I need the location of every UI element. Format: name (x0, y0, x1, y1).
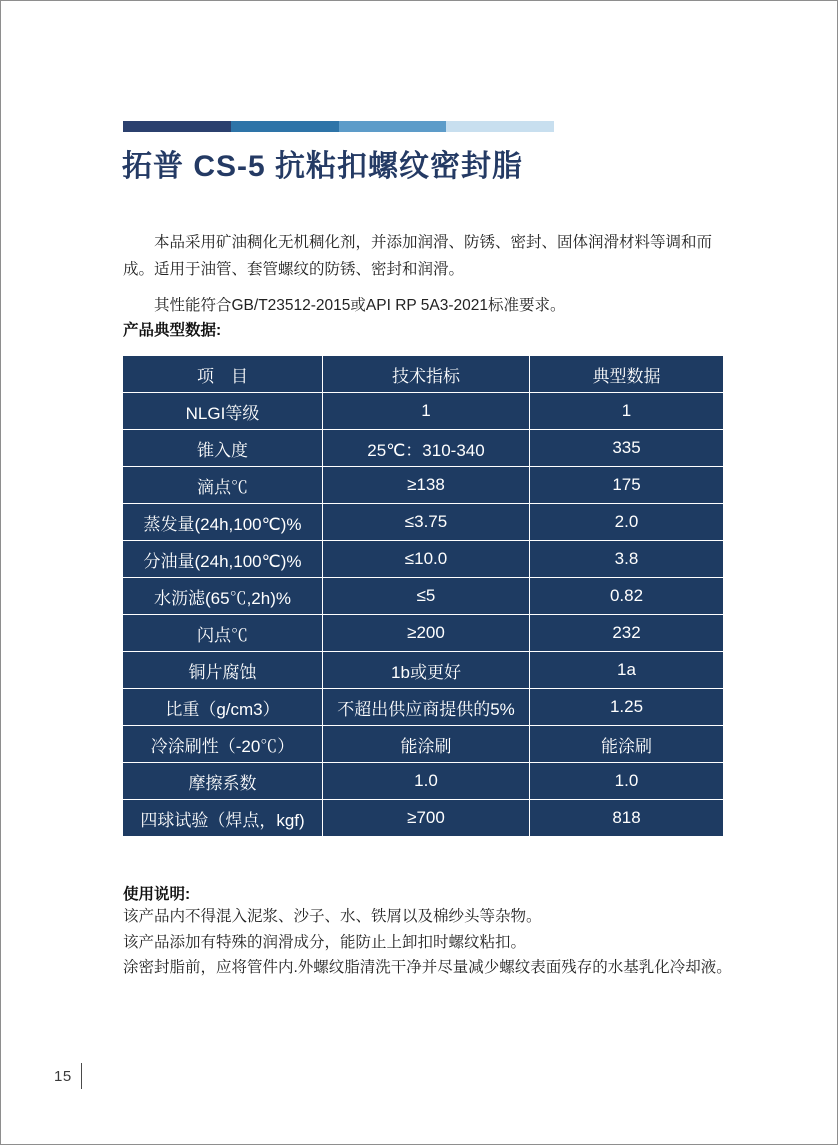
intro-paragraph-2: 其性能符合GB/T23512-2015或API RP 5A3-2021标准要求。 (154, 297, 566, 314)
tech-spec-cell: 1b或更好 (323, 652, 530, 689)
usage-note: 涂密封脂前，应将管件内.外螺纹脂清洗干净并尽量减少螺纹表面残存的水基乳化冷却液。 (123, 959, 732, 976)
spec-item-cell: 摩擦系数 (123, 763, 323, 800)
tech-spec-cell: ≤5 (323, 578, 530, 615)
table-header-row (123, 356, 724, 393)
accent-bar-segment-2 (231, 121, 339, 132)
table-row (123, 467, 724, 504)
table-row (123, 763, 724, 800)
typical-value-cell: 1a (530, 652, 724, 689)
table-row (123, 652, 724, 689)
tech-spec-cell: 25℃：310-340 (323, 430, 530, 467)
tech-spec-cell: ≤10.0 (323, 541, 530, 578)
typical-value-cell: 175 (530, 467, 724, 504)
table-row (123, 578, 724, 615)
tech-spec-cell: ≥200 (323, 615, 530, 652)
intro-paragraph-1: 本品采用矿油稠化无机稠化剂，并添加润滑、防锈、密封、固体润滑材料等调和而成。适用于油管、套管螺纹的防锈、密封和润滑。 (123, 234, 713, 278)
accent-bar-segment-3 (339, 121, 447, 132)
usage-notes (123, 904, 783, 981)
usage-note: 该产品添加有特殊的润滑成分，能防止上卸扣时螺纹粘扣。 (123, 933, 527, 951)
spec-item-cell: 锥入度 (123, 430, 323, 467)
typical-value-cell: 1 (530, 393, 724, 430)
table-row (123, 689, 724, 726)
spec-item-cell: 四球试验（焊点，kgf) (123, 800, 323, 837)
accent-bar-segment-4 (446, 121, 554, 132)
tech-spec-cell: 1.0 (323, 763, 530, 800)
header-accent-bar (123, 121, 554, 132)
accent-bar-segment-1 (123, 121, 231, 132)
tech-spec-cell: 1 (323, 393, 530, 430)
header-cell-item: 项 目 (123, 356, 323, 393)
typical-value-cell: 232 (530, 615, 724, 652)
header-cell-typical-value: 典型数据 (530, 356, 724, 393)
page-footer (54, 1063, 82, 1089)
typical-value-cell: 能涂刷 (530, 726, 724, 763)
page-title: 拓普 CS-5 抗粘扣螺纹密封脂 (122, 150, 524, 183)
usage-label: 使用说明: (123, 886, 191, 903)
spec-item-cell: 滴点℃ (123, 467, 323, 504)
tech-spec-cell: 不超出供应商提供的5% (323, 689, 530, 726)
table-row (123, 615, 724, 652)
spec-item-cell: 分油量(24h,100℃)% (123, 541, 323, 578)
tech-spec-cell: ≤3.75 (323, 504, 530, 541)
header-cell-tech-spec: 技术指标 (323, 356, 530, 393)
tech-spec-cell: ≥700 (323, 800, 530, 837)
typical-value-cell: 2.0 (530, 504, 724, 541)
spec-item-cell: 闪点℃ (123, 615, 323, 652)
table-row (123, 393, 724, 430)
tech-spec-cell: 能涂刷 (323, 726, 530, 763)
typical-data-label: 产品典型数据: (123, 322, 222, 339)
typical-value-cell: 818 (530, 800, 724, 837)
tech-spec-cell: ≥138 (323, 467, 530, 504)
table-row (123, 800, 724, 837)
spec-table (122, 355, 724, 837)
spec-item-cell: 冷涂刷性（-20℃） (123, 726, 323, 763)
table-row (123, 430, 724, 467)
intro-section (123, 229, 735, 328)
table-row (123, 726, 724, 763)
spec-item-cell: NLGI等级 (123, 393, 323, 430)
typical-value-cell: 1.25 (530, 689, 724, 726)
typical-value-cell: 3.8 (530, 541, 724, 578)
table-row (123, 541, 724, 578)
typical-value-cell: 0.82 (530, 578, 724, 615)
spec-item-cell: 水沥滤(65℃,2h)% (123, 578, 323, 615)
spec-item-cell: 铜片腐蚀 (123, 652, 323, 689)
table-row (123, 504, 724, 541)
typical-value-cell: 1.0 (530, 763, 724, 800)
typical-value-cell: 335 (530, 430, 724, 467)
footer-divider (81, 1063, 83, 1089)
page-number: 15 (54, 1067, 72, 1085)
usage-note: 该产品内不得混入泥浆、沙子、水、铁屑以及棉纱头等杂物。 (123, 908, 542, 925)
spec-item-cell: 蒸发量(24h,100℃)% (123, 504, 323, 541)
spec-item-cell: 比重（g/cm3） (123, 689, 323, 726)
